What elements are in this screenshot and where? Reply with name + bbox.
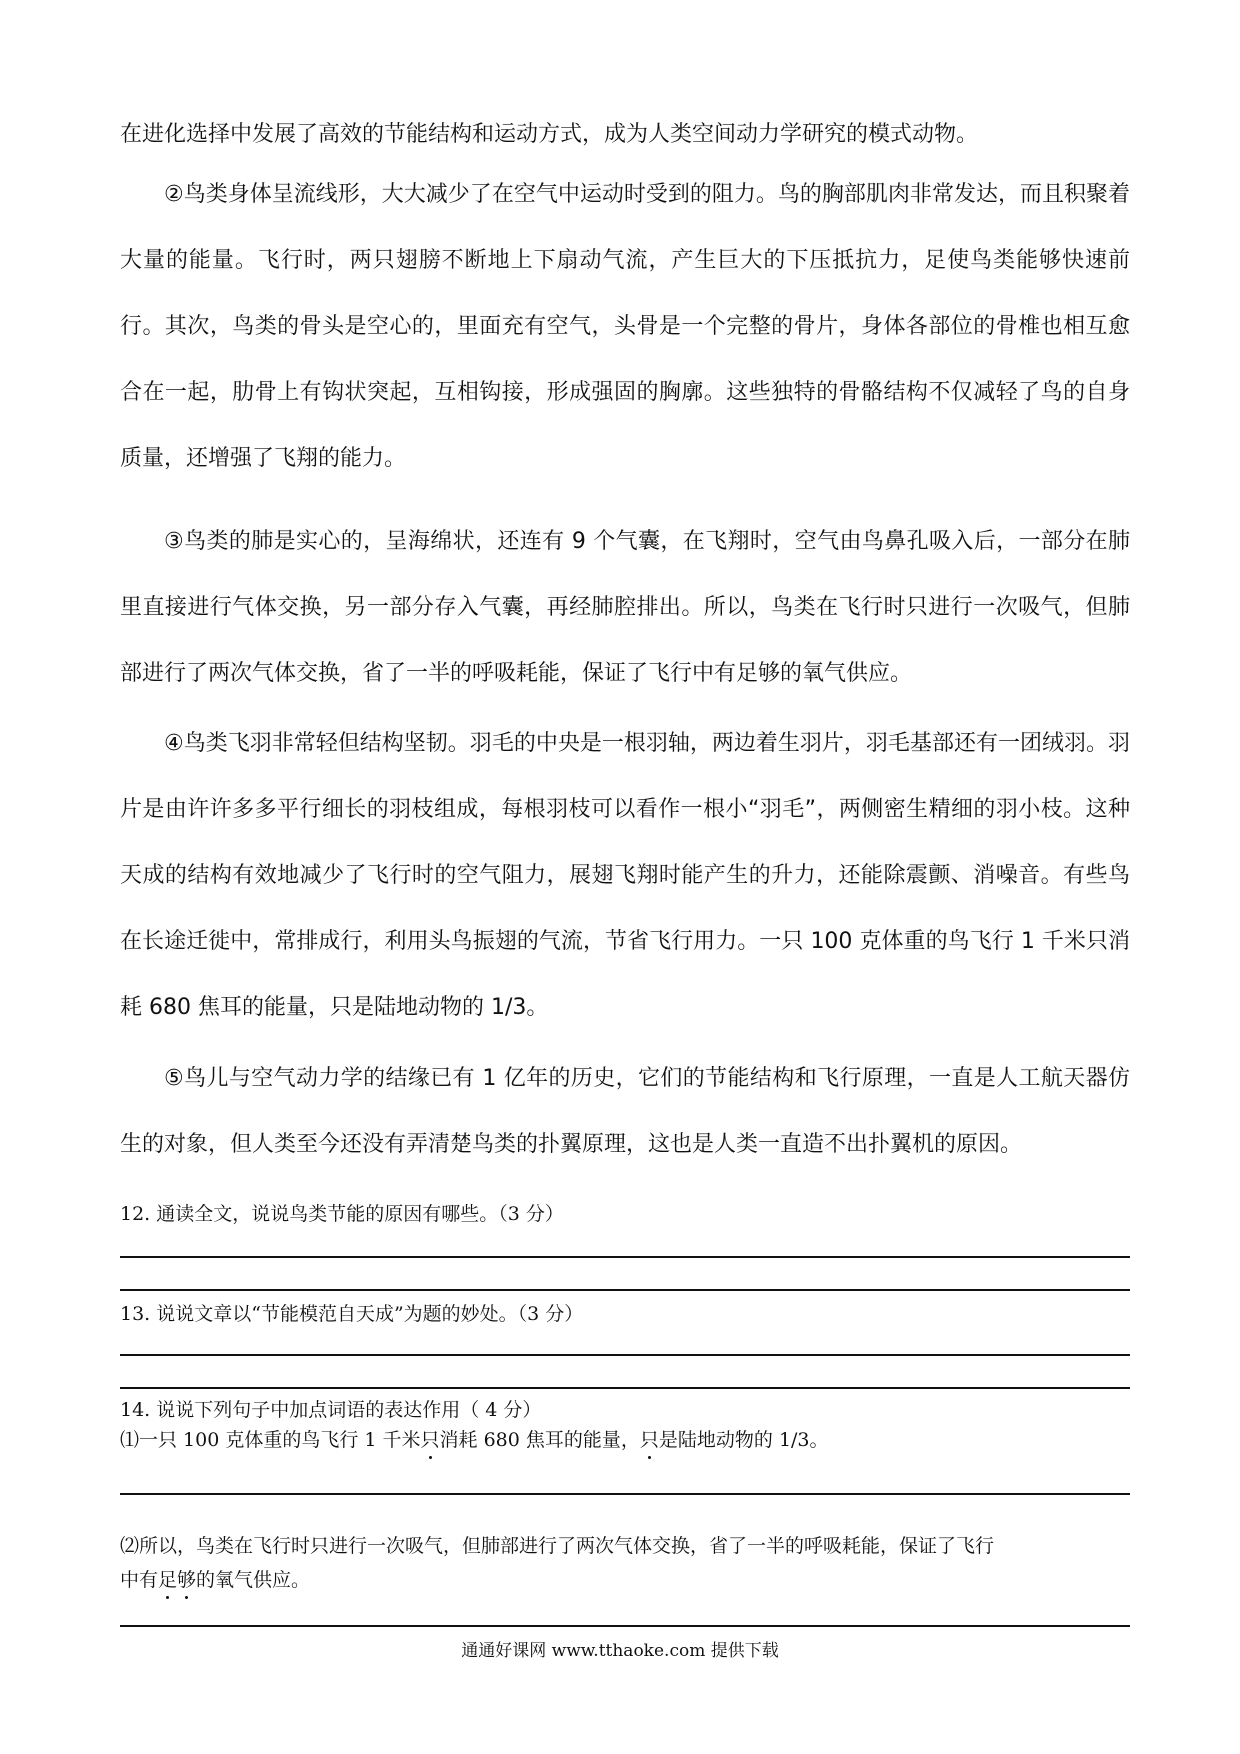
sentence-text: 是陆地动物的 1/3。	[658, 1429, 829, 1451]
passage-paragraph-1: 在进化选择中发展了高效的节能结构和运动方式，成为人类空间动力学研究的模式动物。	[120, 122, 979, 147]
answer-line[interactable]	[120, 1625, 1130, 1627]
question-13: 13. 说说文章以“节能模范自天成”为题的妙处。（3 分）	[120, 1303, 584, 1325]
sentence-line-2	[120, 1566, 1130, 1594]
sentence-text: 的氧气供应。	[196, 1569, 311, 1591]
question-12: 12. 通读全文，说说鸟类节能的原因有哪些。（3 分）	[120, 1203, 564, 1225]
answer-line[interactable]	[120, 1256, 1130, 1258]
answer-line[interactable]	[120, 1354, 1130, 1356]
answer-line[interactable]	[120, 1493, 1130, 1495]
answer-line[interactable]	[120, 1289, 1130, 1291]
question-14-sentence-1	[120, 1426, 1130, 1454]
passage-paragraph-4: ④鸟类飞羽非常轻但结构坚韧。羽毛的中央是一根羽轴，两边着生羽片，羽毛基部还有一团绒羽。羽片是由许许多多平行细长的羽枝组成，每根羽枝可以看作一根小“羽毛”，两侧密生精细的羽小枝。这种天成的结构有效地减少了飞行时的空气阻力，展翅飞翔时能产生的升力，还能除震颤、消噪音。有些鸟在长途迁徙中，常排成行，利用头鸟振翅的气流，节省飞行用力。一只 100 克体重的鸟飞行 1 千米只消耗 680 焦耳的能量，只是陆地动物的 1/3。	[120, 731, 1130, 1020]
question-14: 14. 说说下列句子中加点词语的表达作用（ 4 分）	[120, 1399, 542, 1421]
passage-paragraph-5: ⑤鸟儿与空气动力学的结缘已有 1 亿年的历史，它们的节能结构和飞行原理，一直是人工航天器仿生的对象，但人类至今还没有弄清楚鸟类的扑翼原理，这也是人类一直造不出扑翼机的原因。	[120, 1066, 1130, 1157]
dotted-word: 只	[420, 1429, 440, 1451]
dotted-word: 足	[158, 1569, 178, 1591]
question-14-sentence-2	[120, 1532, 1130, 1594]
dotted-word: 只	[639, 1429, 659, 1451]
answer-line[interactable]	[120, 1387, 1130, 1389]
sentence-text: ⑴一只 100 克体重的鸟飞行 1 千米	[120, 1429, 421, 1451]
sentence-text: ⑵所以，鸟类在飞行时只进行一次吸气，但肺部进行了两次气体交换，省了一半的呼吸耗能，保证了飞行	[120, 1535, 995, 1557]
dotted-word: 够	[177, 1569, 197, 1591]
sentence-text: 消耗 680 焦耳的能量，	[439, 1429, 640, 1451]
passage-paragraph-2: ②鸟类身体呈流线形，大大减少了在空气中运动时受到的阻力。鸟的胸部肌肉非常发达，而且积聚着大量的能量。飞行时，两只翅膀不断地上下扇动气流，产生巨大的下压抵抗力，足使鸟类能够快速前行。其次，鸟类的骨头是空心的，里面充有空气，头骨是一个完整的骨片，身体各部位的骨椎也相互愈合在一起，肋骨上有钩状突起，互相钩接，形成强固的胸廓。这些独特的骨骼结构不仅减轻了鸟的自身质量，还增强了飞翔的能力。	[120, 182, 1130, 471]
sentence-text: 中有	[120, 1569, 159, 1591]
page-footer: 通通好课网 www.tthaoke.com 提供下载	[461, 1641, 779, 1661]
passage-paragraph-3: ③鸟类的肺是实心的，呈海绵状，还连有 9 个气囊，在飞翔时，空气由鸟鼻孔吸入后，一部分在肺里直接进行气体交换，另一部分存入气囊，再经肺腔排出。所以，鸟类在飞行时只进行一次吸气，但肺部进行了两次气体交换，省了一半的呼吸耗能，保证了飞行中有足够的氧气供应。	[120, 529, 1130, 686]
